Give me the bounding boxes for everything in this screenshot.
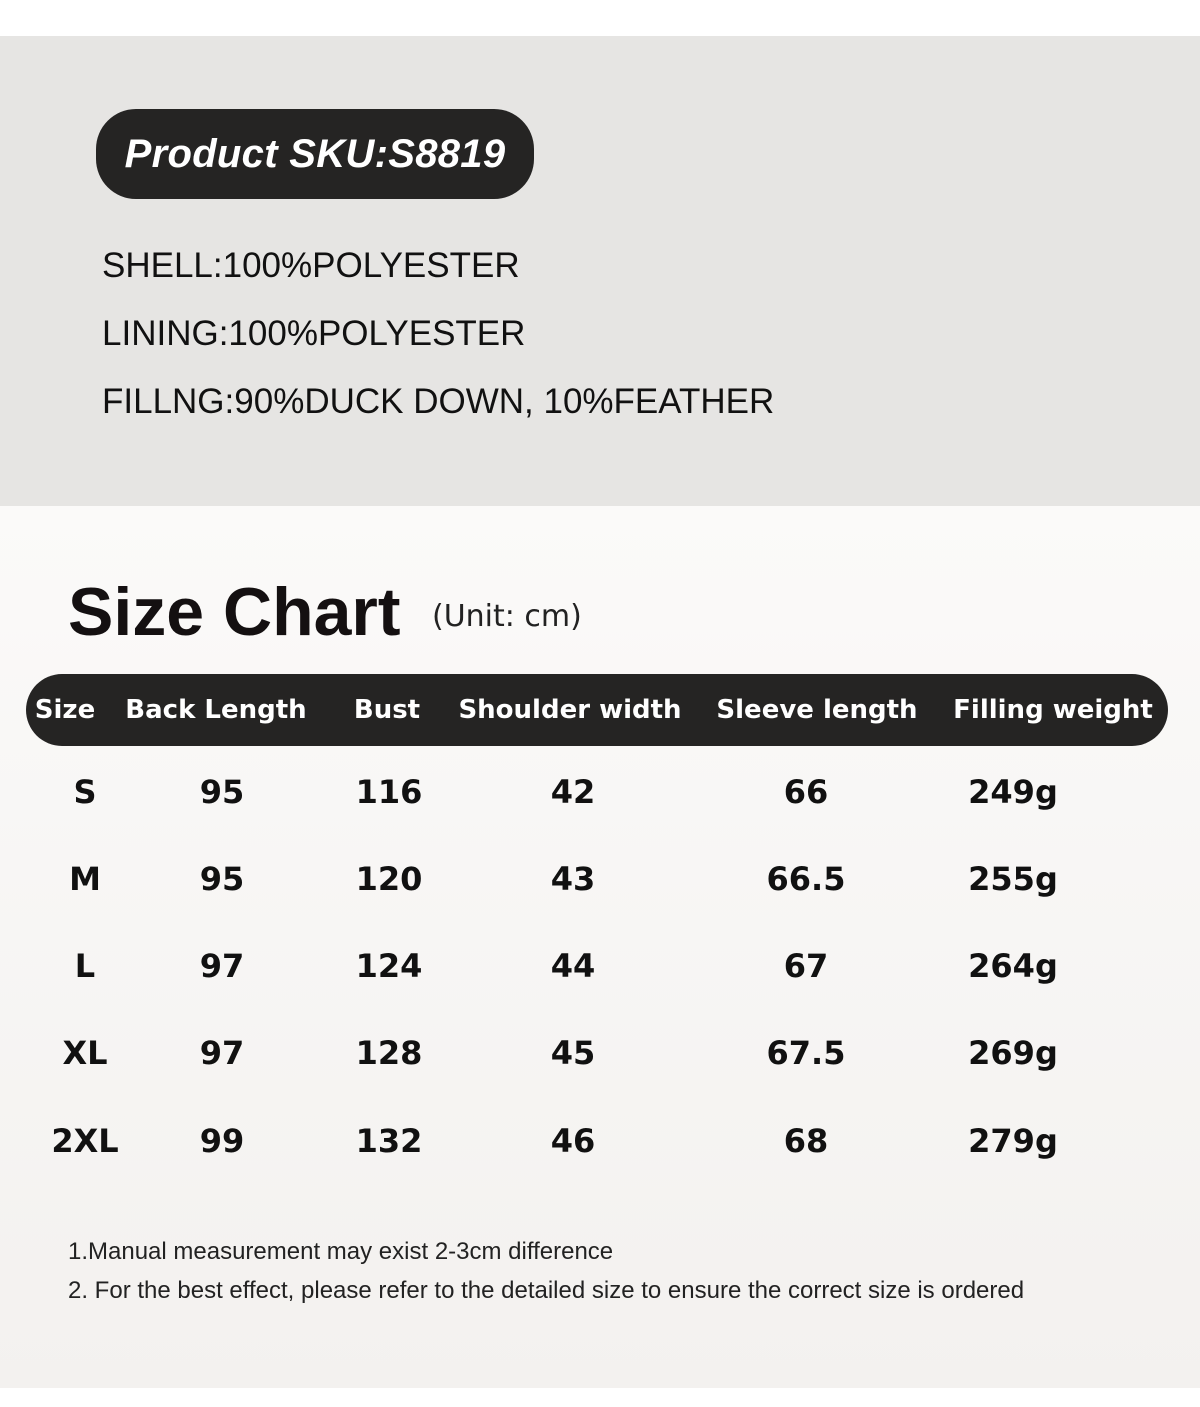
- size-chart-title: Size Chart: [68, 574, 401, 650]
- table-row: [0, 1023, 1200, 1083]
- cell-size: 2XL: [51, 1122, 119, 1160]
- cell-shoulder-width: 43: [550, 860, 596, 898]
- cell-bust: 128: [355, 1034, 423, 1072]
- cell-filling-weight: 255g: [968, 860, 1058, 898]
- table-row: [0, 936, 1200, 996]
- cell-bust: 132: [355, 1122, 423, 1160]
- cell-filling-weight: 249g: [968, 773, 1058, 811]
- cell-shoulder-width: 42: [550, 773, 596, 811]
- cell-back-length: 97: [199, 1034, 245, 1072]
- cell-back-length: 95: [199, 860, 245, 898]
- cell-back-length: 95: [199, 773, 245, 811]
- header-size: Size: [34, 695, 96, 725]
- cell-filling-weight: 279g: [968, 1122, 1058, 1160]
- size-chart-section: [0, 506, 1200, 1388]
- material-label: LINING:: [102, 314, 229, 353]
- cell-sleeve-length: 66: [783, 773, 829, 811]
- header-shoulder-width: Shoulder width: [458, 695, 682, 725]
- cell-shoulder-width: 46: [550, 1122, 596, 1160]
- cell-size: M: [69, 860, 101, 898]
- table-row: [0, 1111, 1200, 1171]
- sku-badge: [96, 109, 534, 199]
- material-value: 100%POLYESTER: [222, 246, 520, 285]
- cell-bust: 116: [355, 773, 423, 811]
- cell-size: S: [73, 773, 97, 811]
- cell-filling-weight: 269g: [968, 1034, 1058, 1072]
- cell-bust: 124: [355, 947, 423, 985]
- table-row: [0, 849, 1200, 909]
- cell-size: L: [74, 947, 96, 985]
- cell-sleeve-length: 68: [783, 1122, 829, 1160]
- cell-bust: 120: [355, 860, 423, 898]
- material-label: SHELL:: [102, 246, 223, 285]
- size-chart-unit: (Unit: cm): [432, 599, 582, 634]
- cell-shoulder-width: 45: [550, 1034, 596, 1072]
- cell-shoulder-width: 44: [550, 947, 596, 985]
- header-back-length: Back Length: [125, 695, 307, 725]
- size-table-header: [26, 674, 1168, 746]
- cell-sleeve-length: 67.5: [766, 1034, 846, 1072]
- cell-back-length: 99: [199, 1122, 245, 1160]
- header-sleeve-length: Sleeve length: [716, 695, 918, 725]
- material-filling: [102, 382, 774, 422]
- header-filling-weight: Filling weight: [953, 695, 1153, 725]
- material-shell: [102, 246, 520, 286]
- cell-back-length: 97: [199, 947, 245, 985]
- cell-sleeve-length: 67: [783, 947, 829, 985]
- product-info-section: [0, 36, 1200, 506]
- note-measurement: 1.Manual measurement may exist 2-3cm difference: [68, 1238, 614, 1265]
- cell-size: XL: [62, 1034, 108, 1072]
- cell-filling-weight: 264g: [968, 947, 1058, 985]
- cell-sleeve-length: 66.5: [766, 860, 846, 898]
- table-row: [0, 762, 1200, 822]
- material-lining: [102, 314, 525, 354]
- material-label: FILLNG:: [102, 382, 235, 421]
- material-value: 100%POLYESTER: [228, 314, 526, 353]
- note-size-advice: 2. For the best effect, please refer to the detailed size to ensure the correct size is ordered: [68, 1277, 1025, 1304]
- material-value: 90%DUCK DOWN, 10%FEATHER: [234, 382, 775, 421]
- header-bust: Bust: [353, 695, 421, 725]
- sku-label: Product SKU:S8819: [124, 131, 506, 176]
